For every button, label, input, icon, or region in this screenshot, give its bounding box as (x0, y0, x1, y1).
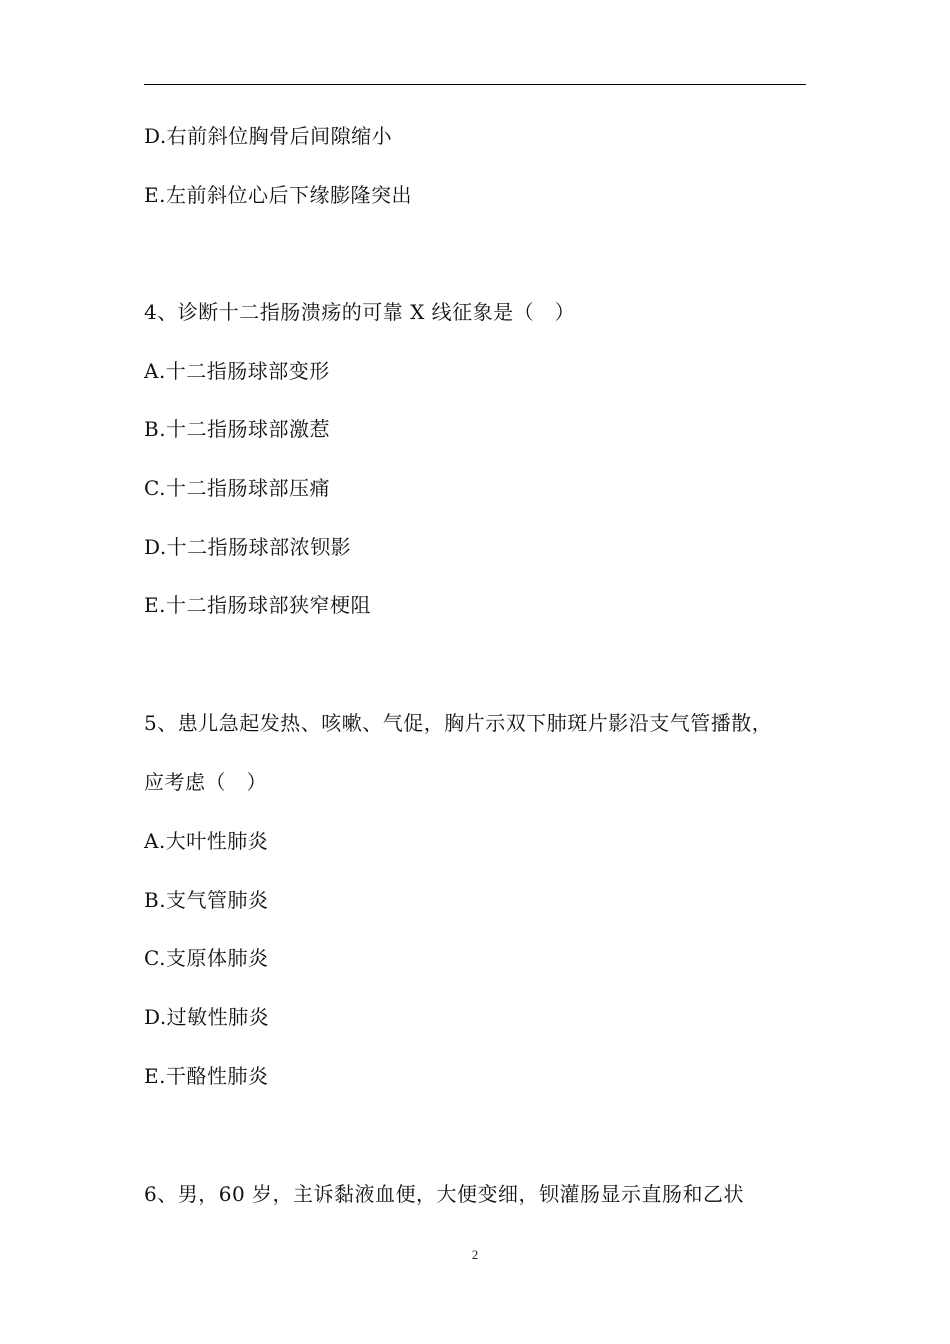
q4-stem: 4、诊断十二指肠溃疡的可靠 X 线征象是（ ） (144, 300, 576, 324)
q6-stem-line1: 6、男，60 岁，主诉黏液血便，大便变细，钡灌肠显示直肠和乙状 (144, 1182, 745, 1206)
page-number: 2 (471, 1247, 479, 1262)
q5-stem-line2: 应考虑（ ） (144, 770, 267, 794)
q5-option-e: E.干酪性肺炎 (144, 1064, 269, 1088)
q5-option-c: C.支原体肺炎 (144, 946, 269, 970)
q3-option-e: E.左前斜位心后下缘膨隆突出 (144, 183, 412, 207)
q4-option-e: E.十二指肠球部狭窄梗阻 (144, 593, 371, 617)
q5-option-a: A.大叶性肺炎 (144, 829, 269, 853)
q5-option-b: B.支气管肺炎 (144, 888, 269, 912)
q4-option-b: B.十二指肠球部激惹 (144, 417, 331, 441)
header-rule (144, 84, 806, 85)
q5-option-d: D.过敏性肺炎 (144, 1005, 270, 1029)
q3-option-d: D.右前斜位胸骨后间隙缩小 (144, 124, 393, 148)
q4-option-d: D.十二指肠球部浓钡影 (144, 535, 352, 559)
q5-stem-line1: 5、患儿急起发热、咳嗽、气促，胸片示双下肺斑片影沿支气管播散， (144, 711, 773, 735)
q4-option-a: A.十二指肠球部变形 (144, 359, 330, 383)
q4-option-c: C.十二指肠球部压痛 (144, 476, 330, 500)
